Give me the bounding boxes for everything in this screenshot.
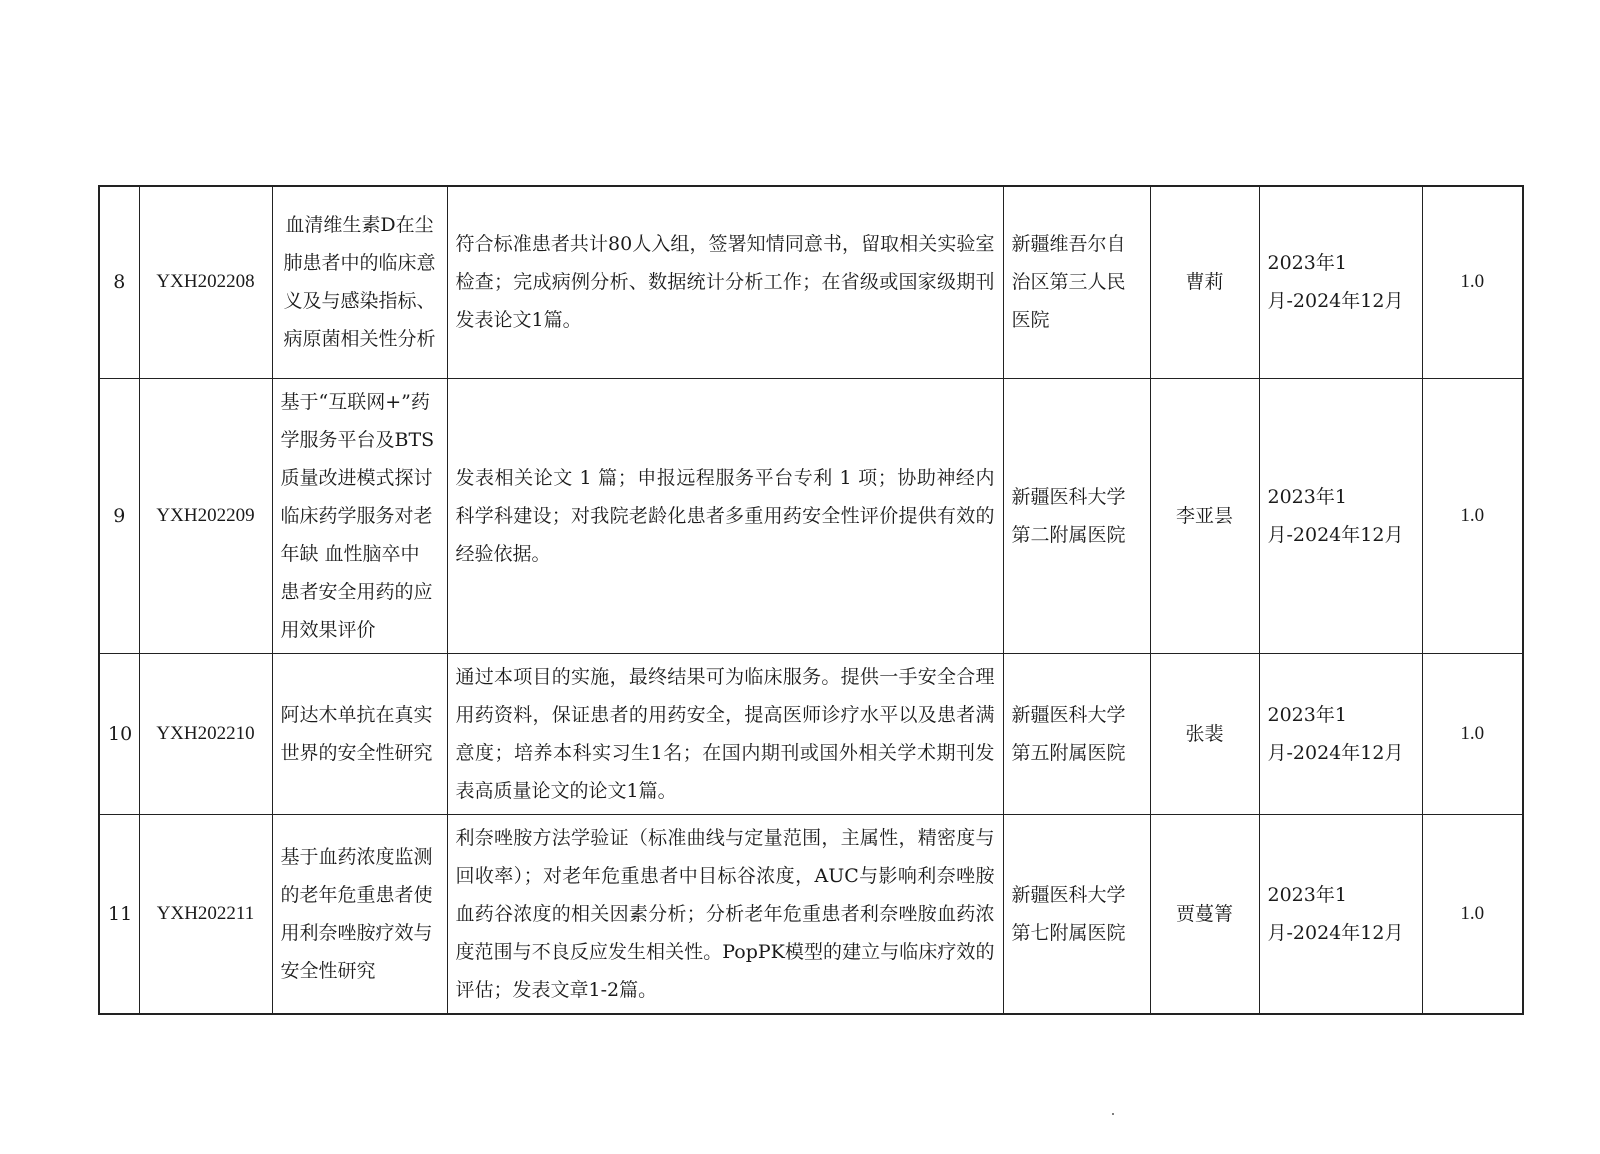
project-leader: 贾蔓箐 — [1150, 814, 1259, 1014]
project-unit: 新疆医科大学第七附属医院 — [1003, 814, 1150, 1014]
row-number: 10 — [99, 653, 139, 814]
project-code: YXH202211 — [139, 814, 272, 1014]
project-code: YXH202208 — [139, 186, 272, 378]
row-number: 9 — [99, 378, 139, 653]
project-period: 2023年1月-2024年12月 — [1259, 814, 1422, 1014]
project-title: 基于“互联网+”药学服务平台及BTS质量改进模式探讨临床药学服务对老年缺 血性脑卒中患者安全用药的应用效果评价 — [272, 378, 447, 653]
project-code: YXH202209 — [139, 378, 272, 653]
project-goal: 发表相关论文 1 篇；申报远程服务平台专利 1 项；协助神经内科学科建设；对我院老龄化患者多重用药安全性评价提供有效的经验依据。 — [447, 378, 1003, 653]
project-leader: 李亚昙 — [1150, 378, 1259, 653]
project-period: 2023年1月-2024年12月 — [1259, 378, 1422, 653]
project-table — [98, 185, 1524, 1015]
scan-speck — [1112, 1113, 1114, 1115]
project-title: 血清维生素D在尘肺患者中的临床意义及与感染指标、病原菌相关性分析 — [272, 186, 447, 378]
project-amount: 1.0 — [1422, 653, 1523, 814]
project-amount: 1.0 — [1422, 186, 1523, 378]
row-number: 8 — [99, 186, 139, 378]
table-row — [99, 378, 1523, 653]
project-amount: 1.0 — [1422, 814, 1523, 1014]
project-goal: 符合标准患者共计80人入组，签署知情同意书，留取相关实验室检查；完成病例分析、数据统计分析工作；在省级或国家级期刊发表论文1篇。 — [447, 186, 1003, 378]
project-unit: 新疆医科大学第五附属医院 — [1003, 653, 1150, 814]
row-number: 11 — [99, 814, 139, 1014]
project-amount: 1.0 — [1422, 378, 1523, 653]
project-title: 阿达木单抗在真实世界的安全性研究 — [272, 653, 447, 814]
table-row — [99, 814, 1523, 1014]
project-goal: 利奈唑胺方法学验证（标准曲线与定量范围，主属性，精密度与回收率）；对老年危重患者中目标谷浓度，AUC与影响利奈唑胺血药谷浓度的相关因素分析；分析老年危重患者利奈唑胺血药浓度范围与不良反应发生相关性。PopPK模型的建立与临床疗效的评估；发表文章1-2篇。 — [447, 814, 1003, 1014]
project-unit: 新疆医科大学第二附属医院 — [1003, 378, 1150, 653]
project-title: 基于血药浓度监测的老年危重患者使用利奈唑胺疗效与安全性研究 — [272, 814, 447, 1014]
table-row — [99, 186, 1523, 378]
project-leader: 张裴 — [1150, 653, 1259, 814]
project-code: YXH202210 — [139, 653, 272, 814]
project-period: 2023年1月-2024年12月 — [1259, 186, 1422, 378]
table-row — [99, 653, 1523, 814]
project-goal: 通过本项目的实施，最终结果可为临床服务。提供一手安全合理用药资料，保证患者的用药安全，提高医师诊疗水平以及患者满意度；培养本科实习生1名；在国内期刊或国外相关学术期刊发表高质量论文的论文1篇。 — [447, 653, 1003, 814]
project-period: 2023年1月-2024年12月 — [1259, 653, 1422, 814]
project-leader: 曹莉 — [1150, 186, 1259, 378]
project-unit: 新疆维吾尔自治区第三人民医院 — [1003, 186, 1150, 378]
